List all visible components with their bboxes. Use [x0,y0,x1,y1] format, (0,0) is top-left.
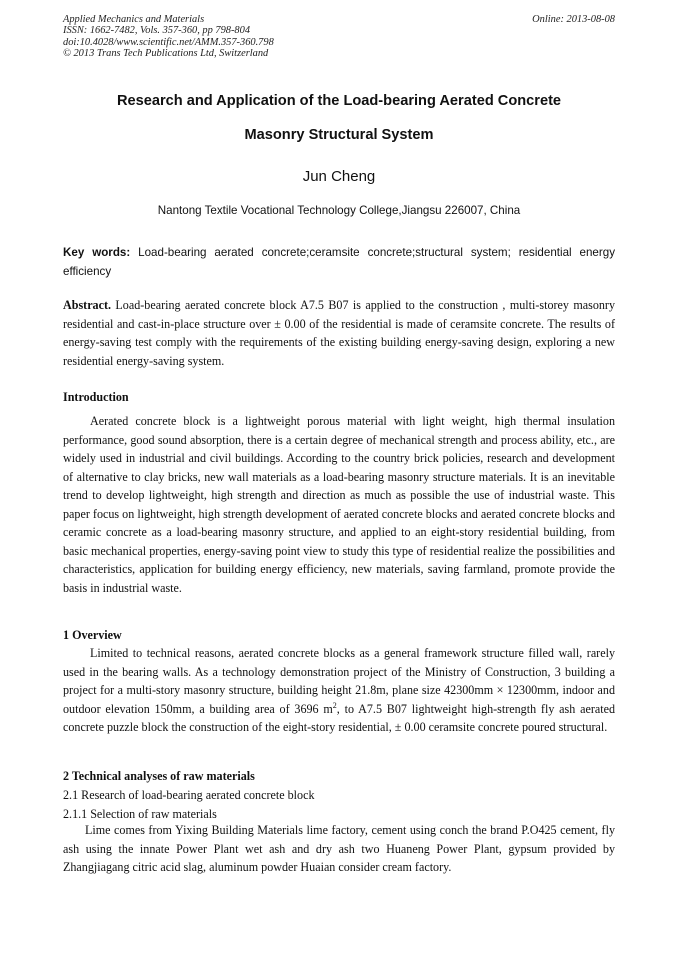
author-affiliation: Nantong Textile Vocational Technology College,Jiangsu 226007, China [157,204,521,217]
section-heading-raw-materials: 2 Technical analyses of raw materials [63,769,255,783]
raw-materials-paragraph: Lime comes from Yixing Building Materials lime factory, cement using conch the brand P.O425 cement, fly ash using the innate Power Plant wet ash and dry ash two Huaneng Power Plant, gypsum provided by Zhangjiagang citric acid slag, aluminum powder Huaian consider cream factory. [63,823,615,874]
abstract-label: Abstract. [63,298,112,312]
issn-line: ISSN: 1662-7482, Vols. 357-360, pp 798-804 [63,25,251,37]
journal-name: Applied Mechanics and Materials [63,14,205,25]
paper-title-line-2: Masonry Structural System [244,127,434,143]
introduction-paragraph: Aerated concrete block is a lightweight porous material with light weight, high thermal insulation performance, good sound absorption, there is a certain degree of mechanical strength and process ability, etc., are widely used in industrial and civil buildings. According to the country brick policies, research and development of alternative to clay bricks, new wall materials as a load-bearing masonry structure materials. It is an inevitable trend to develop lightweight, high strength and direction as much as possible the use of industrial waste. This paper focus on lightweight, high strength development of aerated concrete blocks and aerated concrete blocks and ceramic concrete as a load-bearing masonry structure, and applied to an eight-story residential building, from basic mechanical properties, energy-saving point view to study this type of residential realize the possibilities and characteristics, application for building energy efficiency, new materials, saving farmland, promote provide the basis in industrial waste. [63,414,615,595]
subsection-heading-2-1-1: 2.1.1 Selection of raw materials [63,807,217,821]
journal-header [63,14,615,60]
copyright-line: © 2013 Trans Tech Publications Ltd, Switzerland [63,48,269,60]
section-heading-introduction: Introduction [63,390,129,404]
overview-paragraph [63,644,615,737]
online-date: Online: 2013-08-08 [532,14,615,25]
abstract [63,296,615,370]
overview-text-a: Limited to technical reasons, aerated concrete blocks as a general framework structure filled wall, rarely used in the bearing walls. As a technology demonstration project of the Ministry of Construction, 3 building a project for a multi-story masonry structure, building height 21.8m, plane size 42300mm × 12300mm, indoor and outdoor elevation 150mm, a building area of 3696 m [63,646,615,716]
author-name: Jun Cheng [302,168,376,185]
overview-text-b: , to A7.5 B07 lightweight high-strength fly ash aerated concrete puzzle block the construction of the eight-story residential, ± 0.00 ceramsite concrete poured structural. [63,701,615,734]
section-heading-overview: 1 Overview [63,628,122,642]
subsection-heading-2-1: 2.1 Research of load-bearing aerated concrete block [63,788,315,802]
abstract-text: Load-bearing aerated concrete block A7.5 B07 is applied to the construction , multi-storey masonry residential and cast-in-place structure over ± 0.00 of the residential is made of ceramsite concrete. The results of energy-saving test comply with the requirements of the existing building energy-saving design, exploring a new residential energy-saving system. [63,298,615,368]
keywords-label: Key words: [63,246,131,259]
keywords [63,243,615,281]
keywords-text: Load-bearing aerated concrete;ceramsite concrete;structural system; residential energy efficiency [63,246,615,278]
doi-line: doi:10.4028/www.scientific.net/AMM.357-360.798 [63,36,274,48]
area-unit-superscript: 2 [332,700,337,710]
paper-title-line-1: Research and Application of the Load-bearing Aerated Concrete [116,93,562,109]
